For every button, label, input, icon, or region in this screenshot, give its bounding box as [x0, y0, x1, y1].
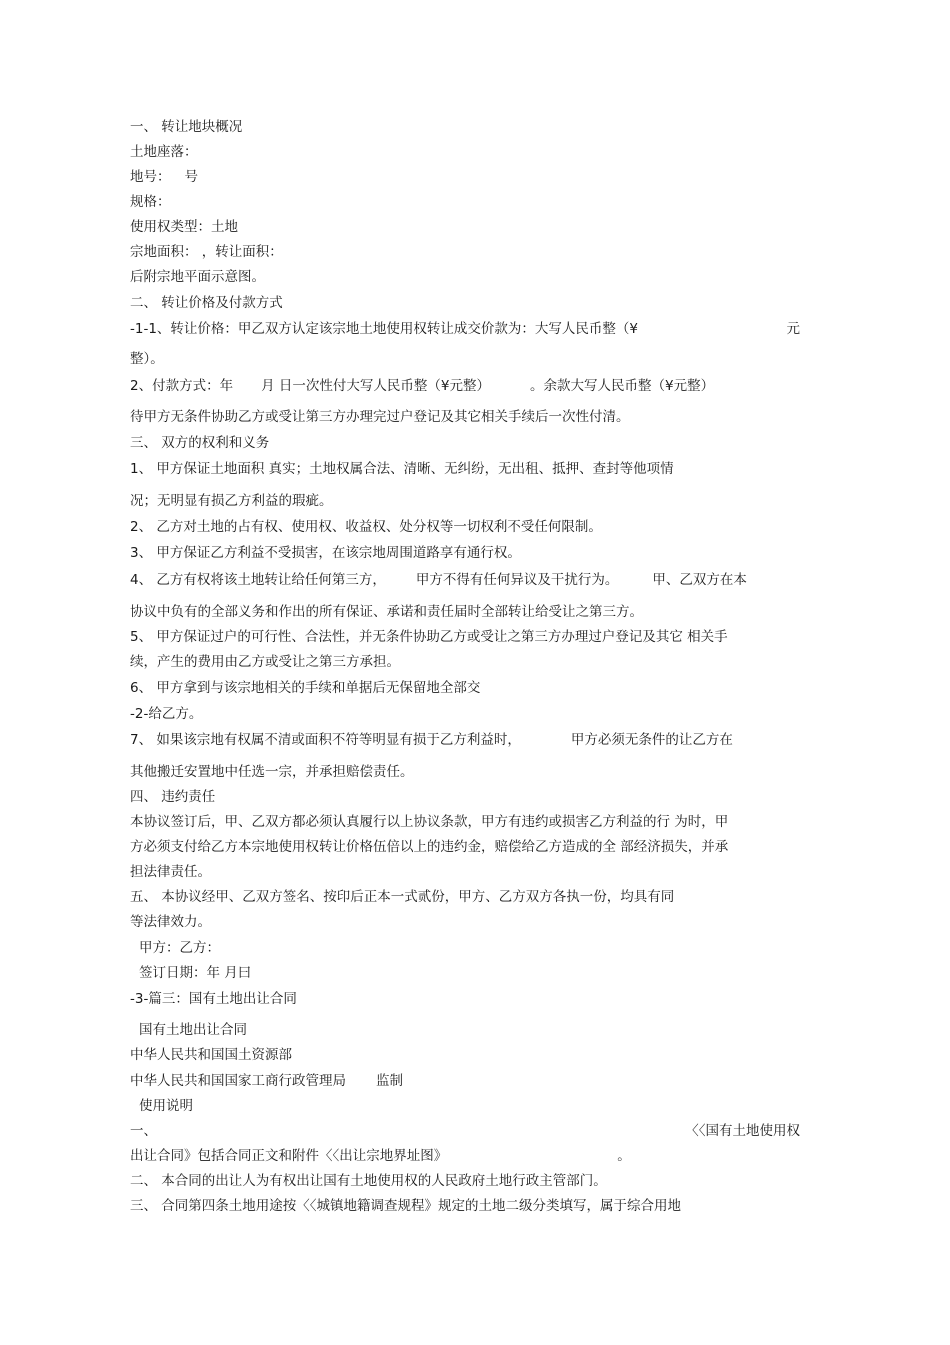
right-6-line-a: 6、 甲方拿到与该宗地相关的手续和单据后无保留地全部交 — [130, 680, 481, 696]
right-6-line-b: -2-给乙方。 — [130, 706, 203, 722]
right-4-line-a — [130, 571, 747, 589]
price-unit: 元 — [786, 321, 800, 337]
use-right-type-line: 使用权类型：土地 — [130, 219, 238, 235]
usage-2-line: 二、 本合同的出让人为有权出让国有土地使用权的人民政府土地行政主管部门。 — [130, 1173, 607, 1189]
signing-parties: 甲方：乙方： — [139, 940, 220, 956]
right-4-part-3: 甲、乙双方在本 — [652, 572, 747, 588]
usage-1-line-a — [130, 1122, 800, 1140]
price-line-end: 整）。 — [130, 351, 164, 367]
section-3-title: 三、 双方的权利和义务 — [130, 435, 270, 451]
right-1-line-a: 1、 甲方保证土地面积 真实；土地权属合法、清晰、无纠纷，无出租、抵押、查封等他项情 — [130, 461, 674, 477]
section-5-line-a: 五、 本协议经甲、乙双方签名、按印后正本一式贰份，甲方、乙方双方各执一份，均具有同 — [130, 889, 675, 905]
payment-balance: 。余款大写人民币整（¥元整） — [529, 378, 715, 394]
saic-line — [130, 1072, 403, 1090]
lot-number-line — [130, 168, 198, 186]
spec-line: 规格： — [130, 194, 171, 210]
payment-settlement-line: 待甲方无条件协助乙方或受让第三方办理完过户登记及其它相关手续后一次性付清。 — [130, 409, 630, 425]
ministry-name: 中华人民共和国国土资源部 — [130, 1047, 292, 1063]
section-5-line-b: 等法律效力。 — [130, 914, 211, 930]
section-1-title: 一、 转让地块概况 — [130, 119, 243, 135]
payment-line — [130, 377, 714, 395]
section-4-title: 四、 违约责任 — [130, 789, 216, 805]
usage-3-line: 三、 合同第四条土地用途按〈〈城镇地籍调查规程》规定的土地二级分类填写，属于综合用地 — [130, 1198, 682, 1214]
contract-title: 国有土地出让合同 — [139, 1022, 247, 1038]
usage-1-contract-name: 〈〈国有土地使用权 — [685, 1123, 800, 1139]
usage-title: 使用说明 — [139, 1098, 193, 1114]
payment-method-label: 2、付款方式：年 — [130, 378, 234, 394]
usage-1-line-b — [130, 1147, 631, 1165]
supervise-label: 监制 — [376, 1073, 403, 1089]
land-location-line: 土地座落： — [130, 144, 198, 160]
right-7-line-b: 其他搬迁安置地中任选一宗，并承担赔偿责任。 — [130, 764, 414, 780]
saic-name: 中华人民共和国国家工商行政管理局 — [130, 1073, 346, 1089]
right-5-line-a: 5、 甲方保证过户的可行性、合法性，并无条件协助乙方或受让之第三方办理过户登记及其它 相关手 — [130, 629, 728, 645]
usage-1-number: 一、 — [130, 1123, 157, 1139]
right-1-line-b: 况；无明显有损乙方利益的瑕疵。 — [130, 493, 333, 509]
right-2-line: 2、 乙方对土地的占有权、使用权、收益权、处分权等一切权利不受任何限制。 — [130, 519, 602, 535]
signing-date: 签订日期：年 月曰 — [139, 965, 252, 981]
usage-1-end: 。 — [617, 1148, 631, 1164]
price-text: -1-1、转让价格：甲乙双方认定该宗地土地使用权转让成交价款为：大写人民币整（¥ — [130, 321, 639, 337]
breach-line-1: 本协议签订后，甲、乙双方都必须认真履行以上协议条款，甲方有违约或损害乙方利益的行 为时，甲 — [130, 814, 729, 830]
right-4-line-b: 协议中负有的全部义务和作出的所有保证、承诺和责任届时全部转让给受让之第三方。 — [130, 604, 643, 620]
attached-map-line: 后附宗地平面示意图。 — [130, 269, 265, 285]
part-3-heading: -3-篇三：国有土地出让合同 — [130, 991, 297, 1007]
right-5-line-b: 续，产生的费用由乙方或受让之第三方承担。 — [130, 654, 400, 670]
right-4-part-2: 甲方不得有任何异议及干扰行为。 — [415, 572, 619, 588]
right-7-line-a — [130, 731, 733, 749]
usage-1-attachment: 出让合同》包括合同正文和附件〈〈出让宗地界址图》 — [130, 1148, 448, 1164]
right-7-part-1: 7、 如果该宗地有权属不清或面积不符等明显有损于乙方利益时， — [130, 732, 521, 748]
area-line: 宗地面积： ，转让面积： — [130, 244, 283, 260]
lot-number-suffix: 号 — [184, 169, 198, 185]
right-3-line: 3、 甲方保证乙方利益不受损害，在该宗地周围道路享有通行权。 — [130, 545, 521, 561]
breach-line-3: 担法律责任。 — [130, 864, 211, 880]
price-line — [130, 320, 800, 338]
right-7-part-2: 甲方必须无条件的让乙方在 — [570, 732, 733, 748]
right-4-part-1: 4、 乙方有权将该土地转让给任何第三方， — [130, 572, 386, 588]
lot-number-label: 地号： — [130, 169, 171, 185]
payment-first-installment: 月 日一次性付大写人民币整（¥元整） — [261, 378, 490, 394]
breach-line-2: 方必须支付给乙方本宗地使用权转让价格伍倍以上的违约金，赔偿给乙方造成的全 部经济损失，并承 — [130, 839, 729, 855]
section-2-title: 二、 转让价格及付款方式 — [130, 295, 283, 311]
